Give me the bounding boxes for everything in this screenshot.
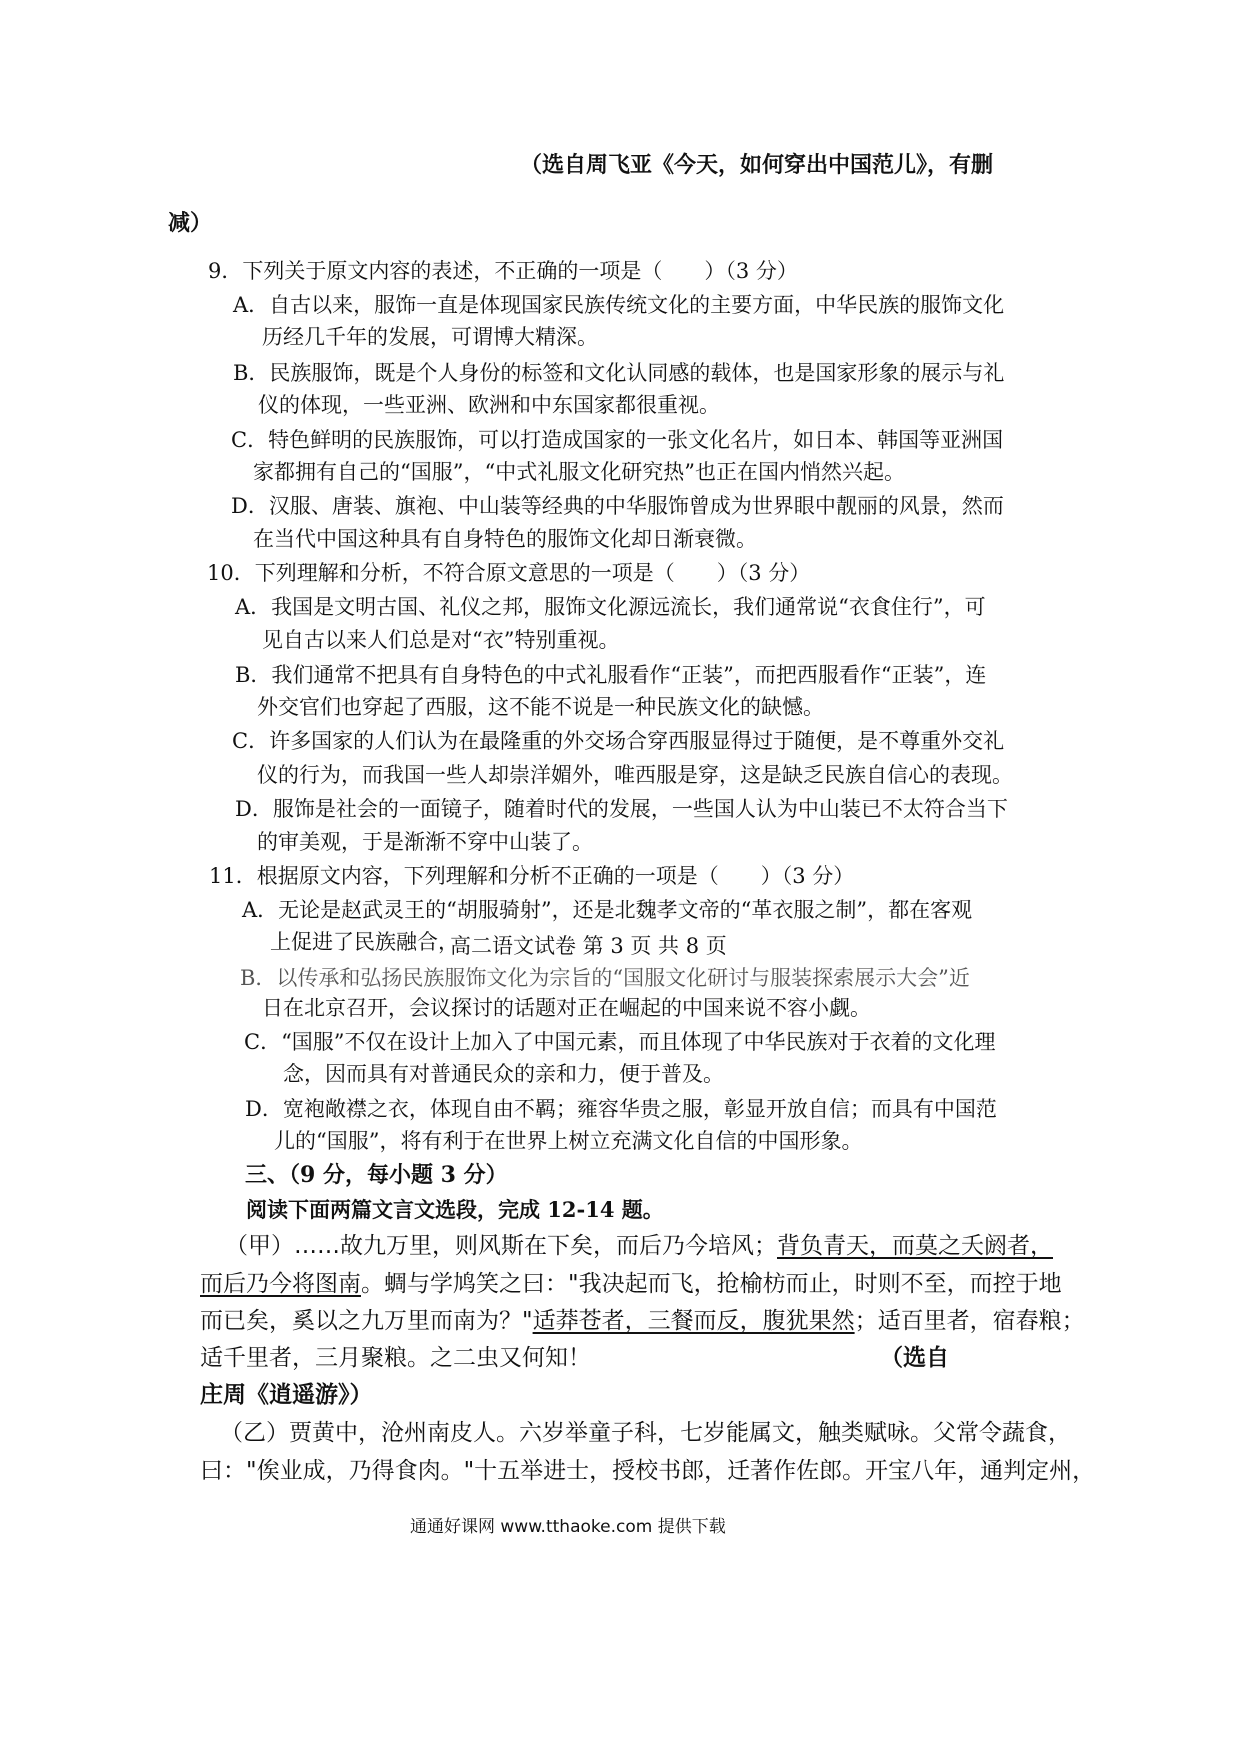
q9-option-b-line-1: B．民族服饰，既是个人身份的标签和文化认同感的载体，也是国家形象的展示与礼 (233, 361, 1005, 385)
passage-jia-line-1 (225, 1231, 1053, 1261)
source-line-2: 减） (168, 210, 213, 236)
q10-option-d-line-1: D．服饰是社会的一面镜子，随着时代的发展，一些国人认为中山装已不太符合当下 (235, 797, 1008, 821)
q10-option-b-line-1: B．我们通常不把具有自身特色的中式礼服看作“正装”，而把西服看作“正装”，连 (235, 663, 987, 687)
passage-jia-source: 庄周《逍遥游》） (200, 1382, 373, 1408)
question-11-stem: 11．根据原文内容，下列理解和分析不正确的一项是（ ）（3 分） (209, 864, 855, 888)
q11-option-a-line-2: 上促进了民族融合， (270, 930, 459, 954)
passage-jia-line-1-part-a: （甲）……故九万里，则风斯在下矣，而后乃今培风； (225, 1233, 777, 1259)
q10-option-c-line-1: C．许多国家的人们认为在最隆重的外交场合穿西服显得过于随便，是不尊重外交礼 (232, 729, 1005, 753)
q11-option-a-line-1: A．无论是赵武灵王的“胡服骑射”，还是北魏孝文帝的“革衣服之制”，都在客观 (242, 898, 973, 922)
passage-jia-line-2 (200, 1269, 1062, 1299)
passage-jia-source-open: （选自 (880, 1345, 949, 1371)
q11-option-d-line-2: 儿的“国服”，将有利于在世界上树立充满文化自信的中国形象。 (274, 1129, 863, 1153)
question-10-stem: 10．下列理解和分析，不符合原文意思的一项是（ ）（3 分） (207, 561, 811, 585)
q9-option-d-line-1: D．汉服、唐装、旗袍、中山装等经典的中华服饰曾成为世界眼中靓丽的风景，然而 (231, 494, 1004, 518)
footer-download-note: 通通好课网 www.tthaoke.com 提供下载 (410, 1517, 726, 1537)
q9-option-d-line-2: 在当代中国这种具有自身特色的服饰文化却日渐衰微。 (253, 527, 757, 551)
q9-option-a-line-2: 历经几千年的发展，可谓博大精深。 (262, 325, 598, 349)
passage-jia-line-4: 适千里者，三月聚粮。之二虫又何知！ (200, 1345, 591, 1371)
q9-option-c-line-2: 家都拥有自己的“国服”，“中式礼服文化研究热”也正在国内悄然兴起。 (253, 460, 905, 484)
q10-option-d-line-2: 的审美观，于是渐渐不穿中山装了。 (257, 830, 593, 854)
section-3-instruction: 阅读下面两篇文言文选段，完成 12-14 题。 (246, 1197, 664, 1222)
q10-option-b-line-2: 外交官们也穿起了西服，这不能不说是一种民族文化的缺憾。 (257, 695, 824, 719)
section-3-heading: 三、（9 分，每小题 3 分） (245, 1162, 508, 1188)
q10-option-c-line-2: 仪的行为，而我国一些人却崇洋媚外，唯西服是穿，这是缺乏民族自信心的表现。 (257, 763, 1013, 787)
passage-jia-line-2-part-b: 。蜩与学鸠笑之曰："我决起而飞，抢榆枋而止，时则不至，而控于地 (361, 1271, 1062, 1297)
passage-yi-line-2: 曰："俟业成，乃得食肉。"十五举进士，授校书郎，迁著作佐郎。开宝八年，通判定州， (200, 1458, 1096, 1484)
question-9-stem: 9．下列关于原文内容的表述，不正确的一项是（ ）（3 分） (208, 259, 798, 283)
passage-jia-line-3 (200, 1306, 1085, 1336)
source-line-1: （选自周飞亚《今天，如何穿出中国范儿》，有删 (520, 152, 994, 178)
q9-option-a-line-1: A．自古以来，服饰一直是体现国家民族传统文化的主要方面，中华民族的服饰文化 (233, 293, 1005, 317)
q11-option-b-line-1: B．以传承和弘扬民族服饰文化为宗旨的“国服文化研讨与服装探索展示大会”近 (240, 966, 970, 990)
page-number-label: 高二语文试卷 第 3 页 共 8 页 (450, 934, 727, 958)
q11-option-c-line-2: 念，因而具有对普通民众的亲和力，便于普及。 (283, 1062, 724, 1086)
passage-jia-underlined-3: 适莽苍者，三餐而反，腹犹果然 (532, 1308, 855, 1334)
q9-option-b-line-2: 仪的体现，一些亚洲、欧洲和中东国家都很重视。 (258, 393, 720, 417)
q11-option-b-line-2: 日在北京召开，会议探讨的话题对正在崛起的中国来说不容小觑。 (262, 996, 871, 1020)
passage-jia-line-3-part-a: 而已矣，奚以之九万里而南为？" (200, 1308, 533, 1334)
q10-option-a-line-2: 见自古以来人们总是对“衣”特别重视。 (262, 628, 620, 652)
q10-option-a-line-1: A．我国是文明古国、礼仪之邦，服饰文化源远流长，我们通常说“衣食住行”，可 (235, 595, 986, 619)
passage-jia-underlined-2: 而后乃今将图南 (200, 1271, 361, 1297)
passage-jia-underlined-1: 背负青天，而莫之夭阏者， (777, 1233, 1053, 1259)
q11-option-c-line-1: C．“国服”不仅在设计上加入了中国元素，而且体现了中华民族对于衣着的文化理 (244, 1030, 996, 1054)
passage-jia-line-3-part-c: ；适百里者，宿舂粮； (854, 1308, 1085, 1334)
q9-option-c-line-1: C．特色鲜明的民族服饰，可以打造成国家的一张文化名片，如日本、韩国等亚洲国 (231, 428, 1004, 452)
passage-yi-line-1: （乙）贾黄中，沧州南皮人。六岁举童子科，七岁能属文，触类赋咏。父常令蔬食， (220, 1420, 1071, 1446)
q11-option-d-line-1: D．宽袍敞襟之衣，体现自由不羁；雍容华贵之服，彰显开放自信；而具有中国范 (245, 1097, 997, 1121)
